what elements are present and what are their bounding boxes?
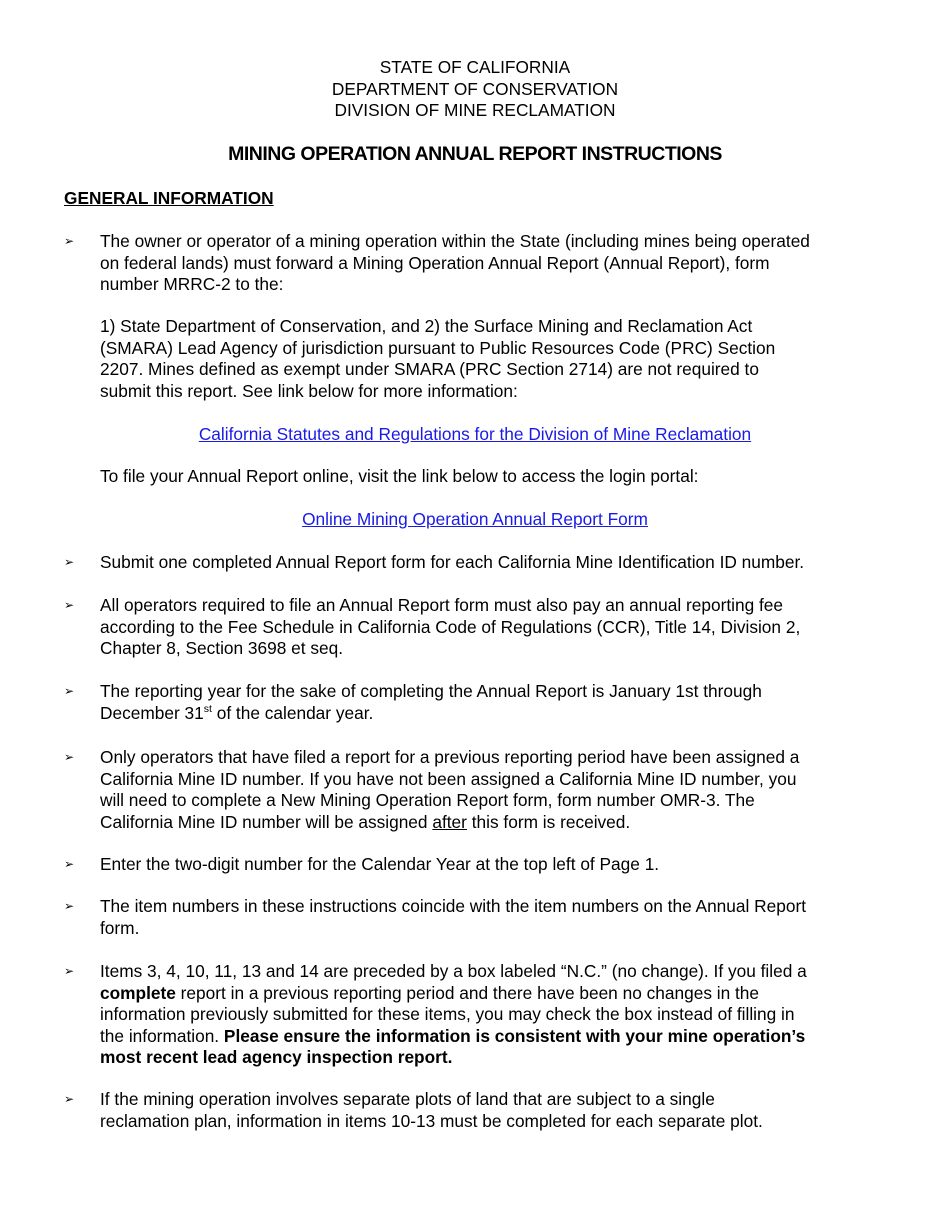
bullet-arrow-icon: ➢ [64,750,75,764]
agency-header [0,57,950,122]
text-line: submit this report. See link below for more information: [100,380,518,401]
text-line: Chapter 8, Section 3698 et seq. [100,638,344,658]
online-form-link-row [0,509,950,531]
text-line: December 31st of the calendar year. [100,702,374,723]
recipients-paragraph [100,316,884,402]
text-line: most recent lead agency inspection report. [100,1047,453,1067]
text-line: California Mine ID number. If you have not been assigned a California Mine ID number, you [100,768,797,789]
text-line: Enter the two-digit number for the Calendar Year at the top left of Page 1. [100,854,660,874]
text-line: California Mine ID number will be assigned after this form is received. [100,811,631,832]
text-line: Submit one completed Annual Report form for each California Mine Identification ID number. [100,552,805,572]
text-line: 1) State Department of Conservation, and 2) the Surface Mining and Reclamation Act [100,316,753,336]
text-line: Only operators that have filed a report for a previous reporting period have been assigned a [100,747,800,767]
bullet-arrow-icon: ➢ [64,964,75,978]
bullet-arrow-icon: ➢ [64,857,75,871]
text-line: the information. Please ensure the information is consistent with your mine operation’s [100,1025,806,1046]
bullet-arrow-icon: ➢ [64,1092,75,1106]
section-heading: GENERAL INFORMATION [64,188,274,208]
text-line: All operators required to file an Annual Report form must also pay an annual reporting fee [100,595,784,615]
text-line: information previously submitted for these items, you may check the box instead of filling in [100,1004,795,1024]
bullet-arrow-icon: ➢ [64,598,75,612]
text-line: Items 3, 4, 10, 11, 13 and 14 are preceded by a box labeled “N.C.” (no change). If you filed a [100,961,807,981]
text-line: 2207. Mines defined as exempt under SMARA (PRC Section 2714) are not required to [100,359,759,379]
page-title: MINING OPERATION ANNUAL REPORT INSTRUCTIONS [228,143,722,165]
text-line: on federal lands) must forward a Mining Operation Annual Report (Annual Report), form [100,252,770,273]
bullet-arrow-icon: ➢ [64,899,75,913]
text-line: will need to complete a New Mining Operation Report form, form number OMR-3. The [100,790,755,810]
text-line: number MRRC-2 to the: [100,274,284,294]
text-line: The owner or operator of a mining operation within the State (including mines being operated [100,231,810,251]
text-line: according to the Fee Schedule in California Code of Regulations (CCR), Title 14, Division 2, [100,616,801,637]
header-state: STATE OF CALIFORNIA [379,57,571,77]
online-annual-report-form-link[interactable]: Online Mining Operation Annual Report Form [302,509,648,529]
header-department: DEPARTMENT OF CONSERVATION [331,78,619,99]
text-line: form. [100,917,140,938]
bullet-arrow-icon: ➢ [64,684,75,698]
statutes-link-row [0,424,950,446]
text-line: reclamation plan, information in items 10-13 must be completed for each separate plot. [100,1110,763,1131]
text-line: The item numbers in these instructions coincide with the item numbers on the Annual Report [100,896,807,916]
statutes-regulations-link[interactable]: California Statutes and Regulations for the Division of Mine Reclamation [198,424,752,444]
text-line: complete report in a previous reporting period and there have been no changes in the [100,982,760,1003]
bullet-arrow-icon: ➢ [64,555,75,569]
online-filing-paragraph [100,466,884,488]
text-line: The reporting year for the sake of completing the Annual Report is January 1st through [100,681,762,701]
text-line: To file your Annual Report online, visit the link below to access the login portal: [100,466,699,486]
text-line: (SMARA) Lead Agency of jurisdiction pursuant to Public Resources Code (PRC) Section [100,337,776,358]
text-line: If the mining operation involves separate plots of land that are subject to a single [100,1089,715,1109]
header-division: DIVISION OF MINE RECLAMATION [334,100,616,120]
bullet-arrow-icon: ➢ [64,234,75,248]
